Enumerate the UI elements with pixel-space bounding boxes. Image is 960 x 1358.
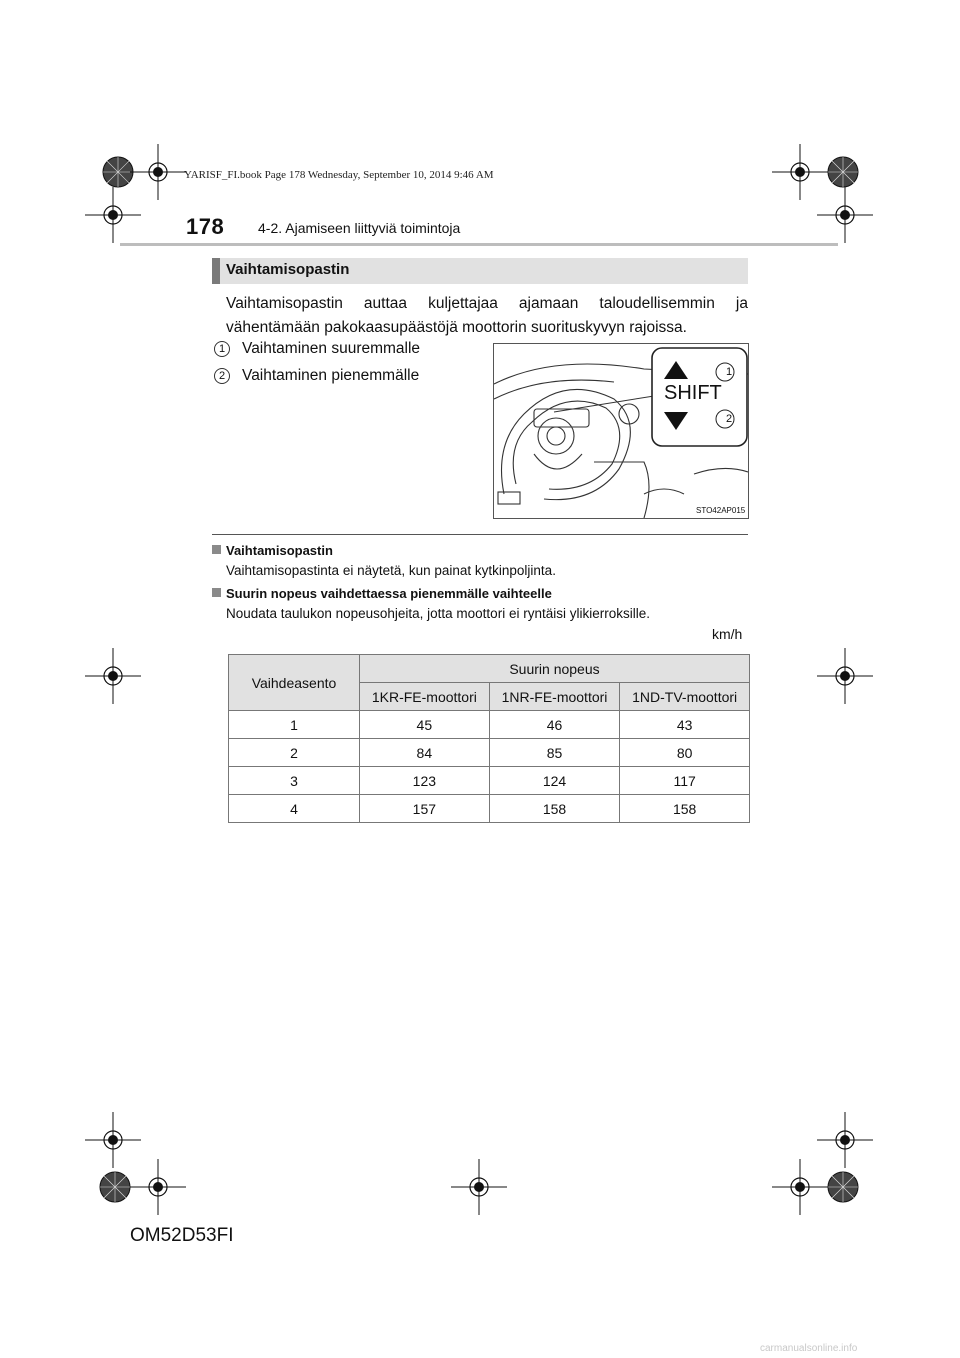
header-rule bbox=[120, 243, 838, 246]
note-1-body: Vaihtamisopastinta ei näytetä, kun painat kytkinpoljinta. bbox=[226, 563, 556, 578]
max-speed-header: Suurin nopeus bbox=[360, 655, 750, 683]
watermark: carmanualsonline.info bbox=[760, 1343, 858, 1354]
callout-2 bbox=[214, 367, 419, 385]
page-number: 178 bbox=[186, 214, 225, 239]
table-row: 1 45 46 43 bbox=[229, 711, 750, 739]
illustration-code: STO42AP015 bbox=[696, 506, 746, 515]
table-unit: km/h bbox=[712, 626, 743, 642]
gear-column-header: Vaihdeasento bbox=[229, 655, 360, 711]
bullet-square-icon bbox=[212, 588, 221, 597]
note-2-title: Suurin nopeus vaihdettaessa pienemmälle vaihteelle bbox=[212, 586, 552, 601]
dashboard-illustration bbox=[493, 343, 749, 519]
bullet-square-icon bbox=[212, 545, 221, 554]
speed-table bbox=[228, 654, 750, 823]
callout-label: Vaihtaminen suuremmalle bbox=[242, 340, 421, 357]
callout-1 bbox=[214, 340, 420, 358]
section-path: 4-2. Ajamiseen liittyviä toimintoja bbox=[258, 220, 461, 236]
callout-number: 1 bbox=[214, 341, 230, 357]
callout-number: 2 bbox=[214, 368, 230, 384]
engine-header: 1KR-FE-moottori bbox=[360, 683, 490, 711]
engine-header: 1ND-TV-moottori bbox=[620, 683, 750, 711]
shift-down-marker: 2 bbox=[726, 413, 733, 425]
table-row: 2 84 85 80 bbox=[229, 739, 750, 767]
shift-label: SHIFT bbox=[664, 382, 722, 404]
note-1-title: Vaihtamisopastin bbox=[212, 543, 333, 558]
table-row: 4 157 158 158 bbox=[229, 795, 750, 823]
shift-up-marker: 1 bbox=[726, 366, 733, 378]
callout-label: Vaihtaminen pienemmälle bbox=[242, 367, 420, 384]
file-stamp: YARISF_FI.book Page 178 Wednesday, September 10, 2014 9:46 AM bbox=[184, 169, 494, 181]
manual-code: OM52D53FI bbox=[130, 1225, 234, 1246]
intro-paragraph: Vaihtamisopastin auttaa kuljettajaa ajamaan taloudellisemmin ja vähentämään pakokaasupäästöjä moottorin suorituskyvyn rajoissa. bbox=[226, 295, 748, 336]
section-divider bbox=[212, 534, 748, 535]
table-row: 3 123 124 117 bbox=[229, 767, 750, 795]
dashboard-drawing bbox=[494, 344, 748, 518]
engine-header: 1NR-FE-moottori bbox=[489, 683, 620, 711]
note-2-body: Noudata taulukon nopeusohjeita, jotta moottori ei ryntäisi ylikierroksille. bbox=[226, 606, 650, 621]
section-heading: Vaihtamisopastin bbox=[226, 261, 350, 278]
